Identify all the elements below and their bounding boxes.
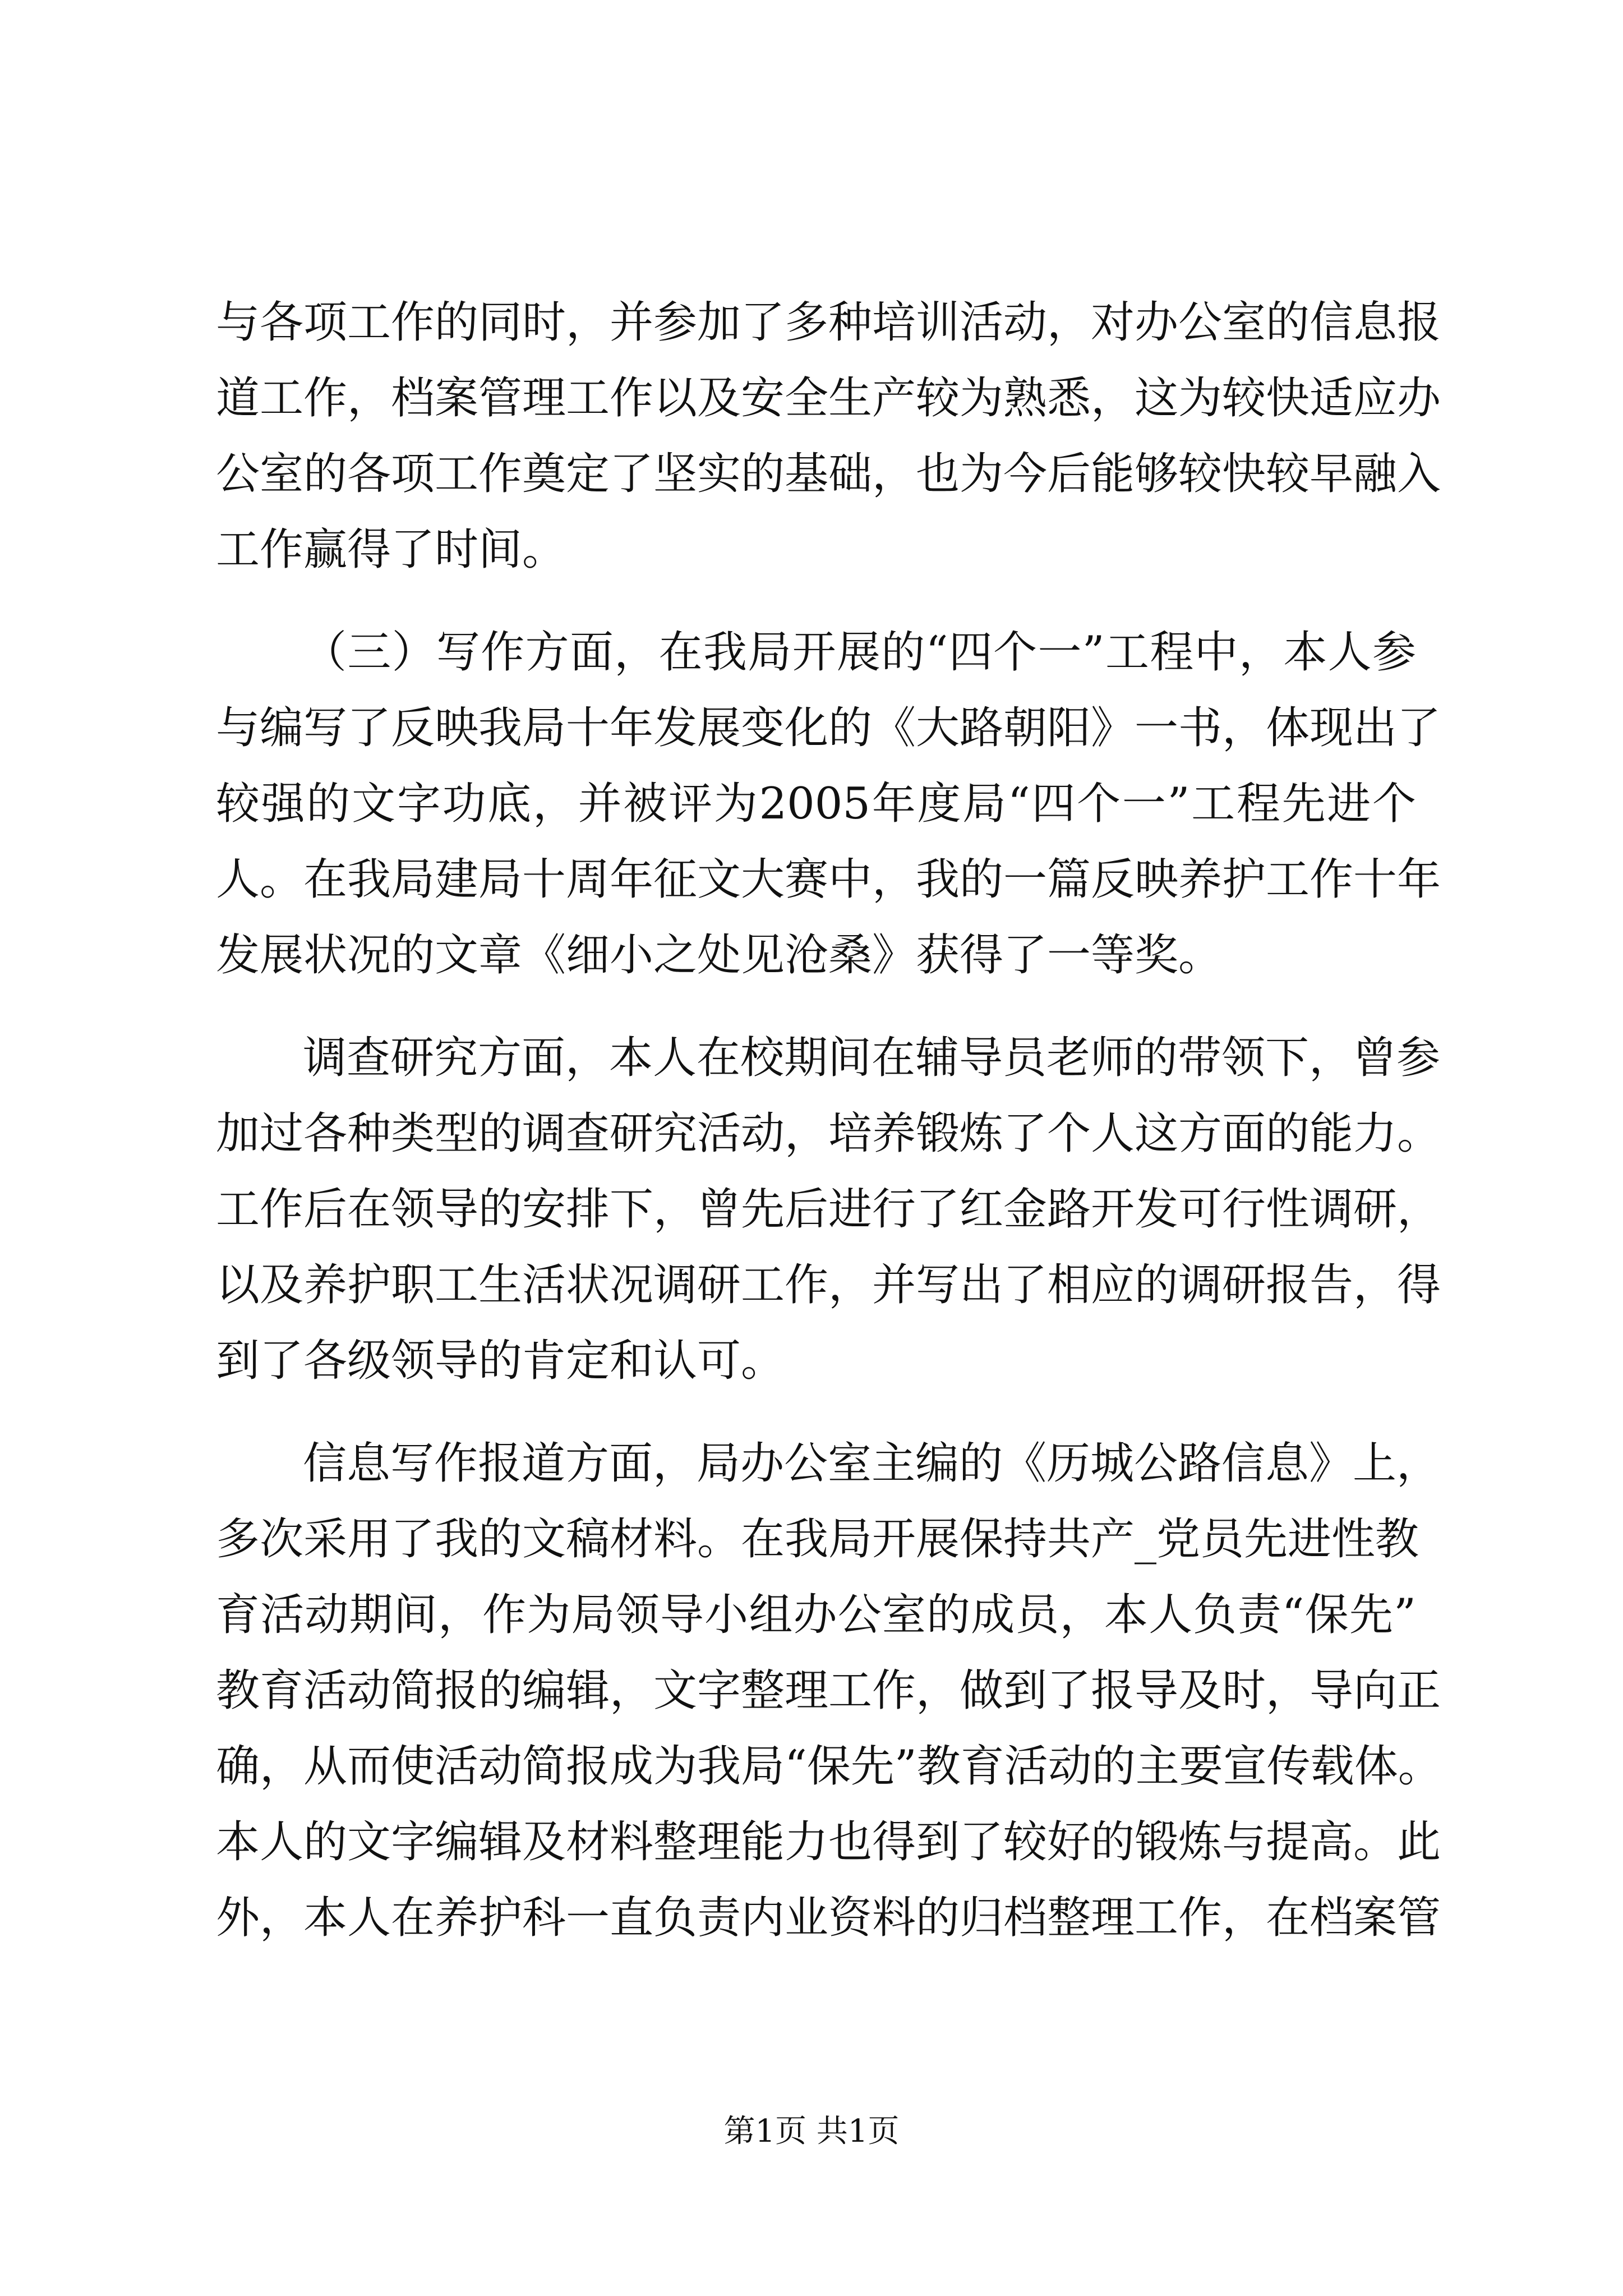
paragraph-3-line-2: 加过各种类型的调查研究活动，培养锻炼了个人这方面的能力。 [216, 1108, 1441, 1159]
paragraph-1-line-3: 公室的各项工作奠定了坚实的基础，也为今后能够较快较早融入 [216, 449, 1441, 499]
paragraph-4-line-2: 多次采用了我的文稿材料。在我局开展保持共产_党员先进性教 [216, 1514, 1419, 1565]
paragraph-4-line-7: 外，本人在养护科一直负责内业资料的归档整理工作，在档案管 [216, 1893, 1441, 1943]
paragraph-4-line-6: 本人的文字编辑及材料整理能力也得到了较好的锻炼与提高。此 [216, 1817, 1441, 1867]
paragraph-3-line-3: 工作后在领导的安排下，曾先后进行了红金路开发可行性调研， [216, 1184, 1441, 1235]
paragraph-1-line-1: 与各项工作的同时，并参加了多种培训活动，对办公室的信息报 [216, 297, 1441, 348]
paragraph-2-line-1: （三）写作方面，在我局开展的“四个一”工程中，本人参 [303, 627, 1416, 678]
paragraph-2-line-2: 与编写了反映我局十年发展变化的《大路朝阳》一书，体现出了 [216, 703, 1441, 753]
paragraph-4-line-1: 信息写作报道方面，局办公室主编的《历城公路信息》上， [303, 1438, 1441, 1489]
paragraph-2-line-3: 较强的文字功底，并被评为2005年度局“四个一”工程先进个 [216, 779, 1416, 829]
paragraph-4-line-4: 教育活动简报的编辑，文字整理工作，做到了报导及时，导向正 [216, 1665, 1441, 1716]
paragraph-3-line-1: 调查研究方面，本人在校期间在辅导员老师的带领下，曾参 [303, 1033, 1441, 1083]
paragraph-4-line-5: 确，从而使活动简报成为我局“保先”教育活动的主要宣传载体。 [216, 1741, 1442, 1792]
paragraph-2-line-5: 发展状况的文章《细小之处见沧桑》获得了一等奖。 [216, 930, 1223, 981]
paragraph-1-line-2: 道工作，档案管理工作以及安全生产较为熟悉，这为较快适应办 [216, 373, 1441, 424]
paragraph-4-line-3: 育活动期间，作为局领导小组办公室的成员，本人负责“保先” [216, 1590, 1416, 1640]
paragraph-3-line-5: 到了各级领导的肯定和认可。 [216, 1336, 785, 1386]
paragraph-3-line-4: 以及养护职工生活状况调研工作，并写出了相应的调研报告，得 [216, 1260, 1441, 1310]
page-footer: 第1页 共1页 [723, 2113, 900, 2150]
paragraph-1-line-4: 工作赢得了时间。 [216, 524, 566, 575]
paragraph-2-line-4: 人。在我局建局十周年征文大赛中，我的一篇反映养护工作十年 [216, 854, 1441, 905]
